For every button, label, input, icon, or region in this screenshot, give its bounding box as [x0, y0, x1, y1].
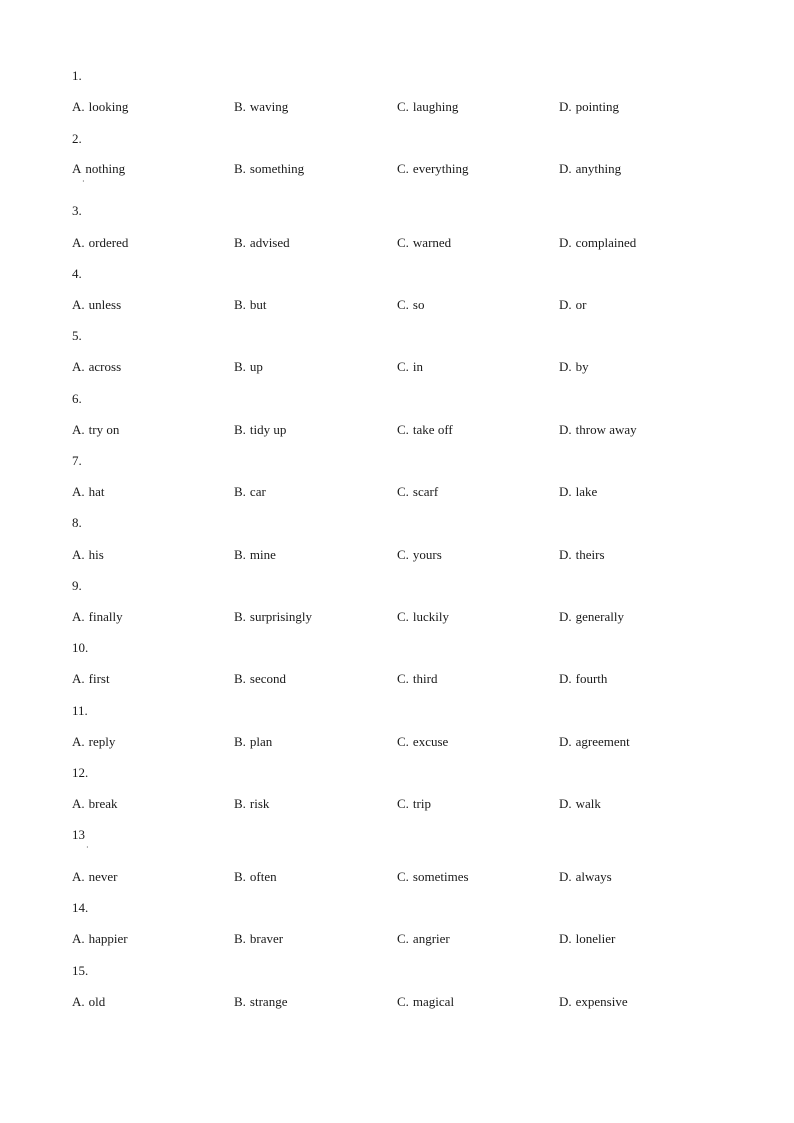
option-letter: C. — [397, 796, 409, 811]
option-a — [72, 235, 128, 251]
option-d — [559, 422, 637, 438]
option-text: try on — [88, 422, 120, 437]
option-text: walk — [575, 796, 601, 811]
option-letter: B. — [234, 99, 246, 114]
option-letter: A. — [72, 869, 85, 884]
option-letter: C. — [397, 609, 409, 624]
question-number: 3. — [72, 203, 82, 218]
option-letter: D. — [559, 359, 572, 374]
option-text: but — [249, 297, 267, 312]
option-text: car — [249, 484, 266, 499]
option-letter: B. — [234, 484, 246, 499]
option-d — [559, 671, 607, 687]
option-b — [234, 297, 267, 313]
option-letter: D. — [559, 994, 572, 1009]
option-text: tidy up — [249, 422, 287, 437]
option-letter: D. — [559, 869, 572, 884]
option-c — [397, 869, 469, 885]
option-c — [397, 297, 424, 313]
option-text: warned — [412, 235, 452, 250]
stray-dot-mark: · — [82, 177, 85, 186]
question-number: 14. — [72, 900, 89, 915]
option-c — [397, 422, 453, 438]
option-text: fourth — [575, 671, 608, 686]
stray-dot-mark: · — [86, 843, 89, 852]
option-b — [234, 671, 286, 687]
option-b — [234, 734, 272, 750]
option-d — [559, 359, 589, 375]
option-text: ordered — [88, 235, 129, 250]
question-number: 2. — [72, 131, 82, 146]
option-b — [234, 99, 288, 115]
question-number: 12. — [72, 765, 89, 780]
option-c — [397, 547, 442, 563]
option-text: first — [88, 671, 110, 686]
option-text: his — [88, 547, 104, 562]
option-c — [397, 484, 438, 500]
option-b — [234, 994, 287, 1010]
option-text: luckily — [412, 609, 450, 624]
question-number: 10. — [72, 640, 89, 655]
option-letter: D. — [559, 734, 572, 749]
option-letter: D. — [559, 99, 572, 114]
option-text: everything — [412, 161, 469, 176]
option-text: so — [412, 297, 425, 312]
option-a — [72, 734, 115, 750]
option-a — [72, 796, 118, 812]
option-a — [72, 869, 118, 885]
option-letter: B. — [234, 359, 246, 374]
option-d — [559, 734, 630, 750]
option-b — [234, 484, 266, 500]
option-text: theirs — [575, 547, 605, 562]
option-letter: B. — [234, 734, 246, 749]
option-a — [72, 161, 125, 177]
option-text: happier — [88, 931, 128, 946]
option-text: braver — [249, 931, 284, 946]
option-d — [559, 99, 619, 115]
option-d — [559, 869, 612, 885]
option-text: lake — [575, 484, 598, 499]
option-letter: C. — [397, 671, 409, 686]
option-text: strange — [249, 994, 288, 1009]
option-a — [72, 359, 121, 375]
option-letter: D. — [559, 547, 572, 562]
option-letter: A. — [72, 547, 85, 562]
option-letter: C. — [397, 734, 409, 749]
option-c — [397, 994, 454, 1010]
option-letter: C. — [397, 235, 409, 250]
option-text: second — [249, 671, 287, 686]
option-text: yours — [412, 547, 442, 562]
option-text: laughing — [412, 99, 459, 114]
option-text: scarf — [412, 484, 439, 499]
question-number: 11. — [72, 703, 88, 718]
option-a — [72, 931, 128, 947]
option-letter: B. — [234, 931, 246, 946]
option-letter: C. — [397, 161, 409, 176]
option-text: third — [412, 671, 438, 686]
option-letter: C. — [397, 869, 409, 884]
option-d — [559, 297, 586, 313]
option-letter: A. — [72, 422, 85, 437]
option-c — [397, 931, 450, 947]
option-text: surprisingly — [249, 609, 313, 624]
option-text: nothing — [85, 161, 126, 176]
option-letter: D. — [559, 297, 572, 312]
option-text: expensive — [575, 994, 628, 1009]
option-letter: A. — [72, 671, 85, 686]
option-b — [234, 796, 269, 812]
option-c — [397, 796, 431, 812]
option-text: trip — [412, 796, 431, 811]
option-a — [72, 671, 110, 687]
option-letter: B. — [234, 235, 246, 250]
question-number: 13 — [72, 827, 85, 842]
option-letter: B. — [234, 994, 246, 1009]
option-a — [72, 297, 121, 313]
option-c — [397, 161, 469, 177]
option-text: complained — [575, 235, 637, 250]
option-c — [397, 609, 449, 625]
option-c — [397, 235, 451, 251]
question-number: 5. — [72, 328, 82, 343]
option-b — [234, 235, 290, 251]
option-c — [397, 671, 437, 687]
option-text: mine — [249, 547, 276, 562]
option-b — [234, 161, 304, 177]
option-d — [559, 161, 621, 177]
option-text: often — [249, 869, 277, 884]
option-a — [72, 609, 123, 625]
question-number: 8. — [72, 515, 82, 530]
option-text: excuse — [412, 734, 449, 749]
option-text: anything — [575, 161, 622, 176]
option-b — [234, 422, 286, 438]
option-text: pointing — [575, 99, 619, 114]
option-letter: A. — [72, 734, 85, 749]
option-letter: B. — [234, 609, 246, 624]
option-a — [72, 547, 104, 563]
option-text: magical — [412, 994, 455, 1009]
option-text: take off — [412, 422, 453, 437]
option-text: agreement — [575, 734, 630, 749]
option-c — [397, 99, 458, 115]
option-letter: C. — [397, 931, 409, 946]
option-d — [559, 609, 624, 625]
option-letter: A. — [72, 484, 85, 499]
option-d — [559, 235, 636, 251]
option-letter: A. — [72, 359, 85, 374]
question-number: 4. — [72, 266, 82, 281]
option-text: risk — [249, 796, 270, 811]
option-text: lonelier — [575, 931, 616, 946]
option-letter: B. — [234, 869, 246, 884]
option-letter: C. — [397, 547, 409, 562]
option-text: by — [575, 359, 589, 374]
option-letter: A. — [72, 235, 85, 250]
option-letter: A. — [72, 994, 85, 1009]
option-b — [234, 359, 263, 375]
option-letter: D. — [559, 484, 572, 499]
option-b — [234, 547, 276, 563]
option-letter: B. — [234, 161, 246, 176]
option-text: reply — [88, 734, 116, 749]
option-a — [72, 422, 119, 438]
option-text: looking — [88, 99, 129, 114]
option-b — [234, 609, 312, 625]
option-d — [559, 547, 605, 563]
option-text: throw away — [575, 422, 637, 437]
option-text: sometimes — [412, 869, 469, 884]
option-text: old — [88, 994, 106, 1009]
option-letter: C. — [397, 359, 409, 374]
option-letter: D. — [559, 422, 572, 437]
option-letter: B. — [234, 796, 246, 811]
option-text: unless — [88, 297, 122, 312]
question-number: 7. — [72, 453, 82, 468]
option-letter: D. — [559, 235, 572, 250]
option-letter: A. — [72, 796, 85, 811]
option-text: plan — [249, 734, 273, 749]
option-letter: A. — [72, 931, 85, 946]
option-c — [397, 359, 423, 375]
option-text: up — [249, 359, 263, 374]
option-letter: D. — [559, 671, 572, 686]
option-letter: D. — [559, 796, 572, 811]
option-text: break — [88, 796, 118, 811]
option-a — [72, 99, 128, 115]
option-text: angrier — [412, 931, 450, 946]
option-text: never — [88, 869, 118, 884]
question-number: 9. — [72, 578, 82, 593]
option-text: always — [575, 869, 612, 884]
option-letter: B. — [234, 297, 246, 312]
option-b — [234, 931, 283, 947]
question-number: 15. — [72, 963, 89, 978]
question-number: 1. — [72, 68, 82, 83]
option-c — [397, 734, 448, 750]
option-letter: A — [72, 161, 82, 176]
option-text: advised — [249, 235, 290, 250]
option-d — [559, 484, 597, 500]
option-letter: C. — [397, 422, 409, 437]
option-letter: C. — [397, 297, 409, 312]
option-letter: B. — [234, 422, 246, 437]
option-text: or — [575, 297, 587, 312]
option-d — [559, 994, 628, 1010]
option-letter: D. — [559, 609, 572, 624]
option-letter: A. — [72, 609, 85, 624]
option-d — [559, 796, 601, 812]
option-d — [559, 931, 615, 947]
option-letter: B. — [234, 547, 246, 562]
option-text: generally — [575, 609, 625, 624]
option-b — [234, 869, 277, 885]
option-text: hat — [88, 484, 105, 499]
question-number: 6. — [72, 391, 82, 406]
option-text: across — [88, 359, 122, 374]
option-text: finally — [88, 609, 123, 624]
option-letter: D. — [559, 931, 572, 946]
option-letter: B. — [234, 671, 246, 686]
option-letter: C. — [397, 994, 409, 1009]
option-letter: D. — [559, 161, 572, 176]
option-text: in — [412, 359, 424, 374]
option-a — [72, 994, 105, 1010]
option-letter: A. — [72, 99, 85, 114]
option-a — [72, 484, 105, 500]
option-letter: C. — [397, 99, 409, 114]
option-letter: C. — [397, 484, 409, 499]
option-text: waving — [249, 99, 289, 114]
option-letter: A. — [72, 297, 85, 312]
option-text: something — [249, 161, 305, 176]
